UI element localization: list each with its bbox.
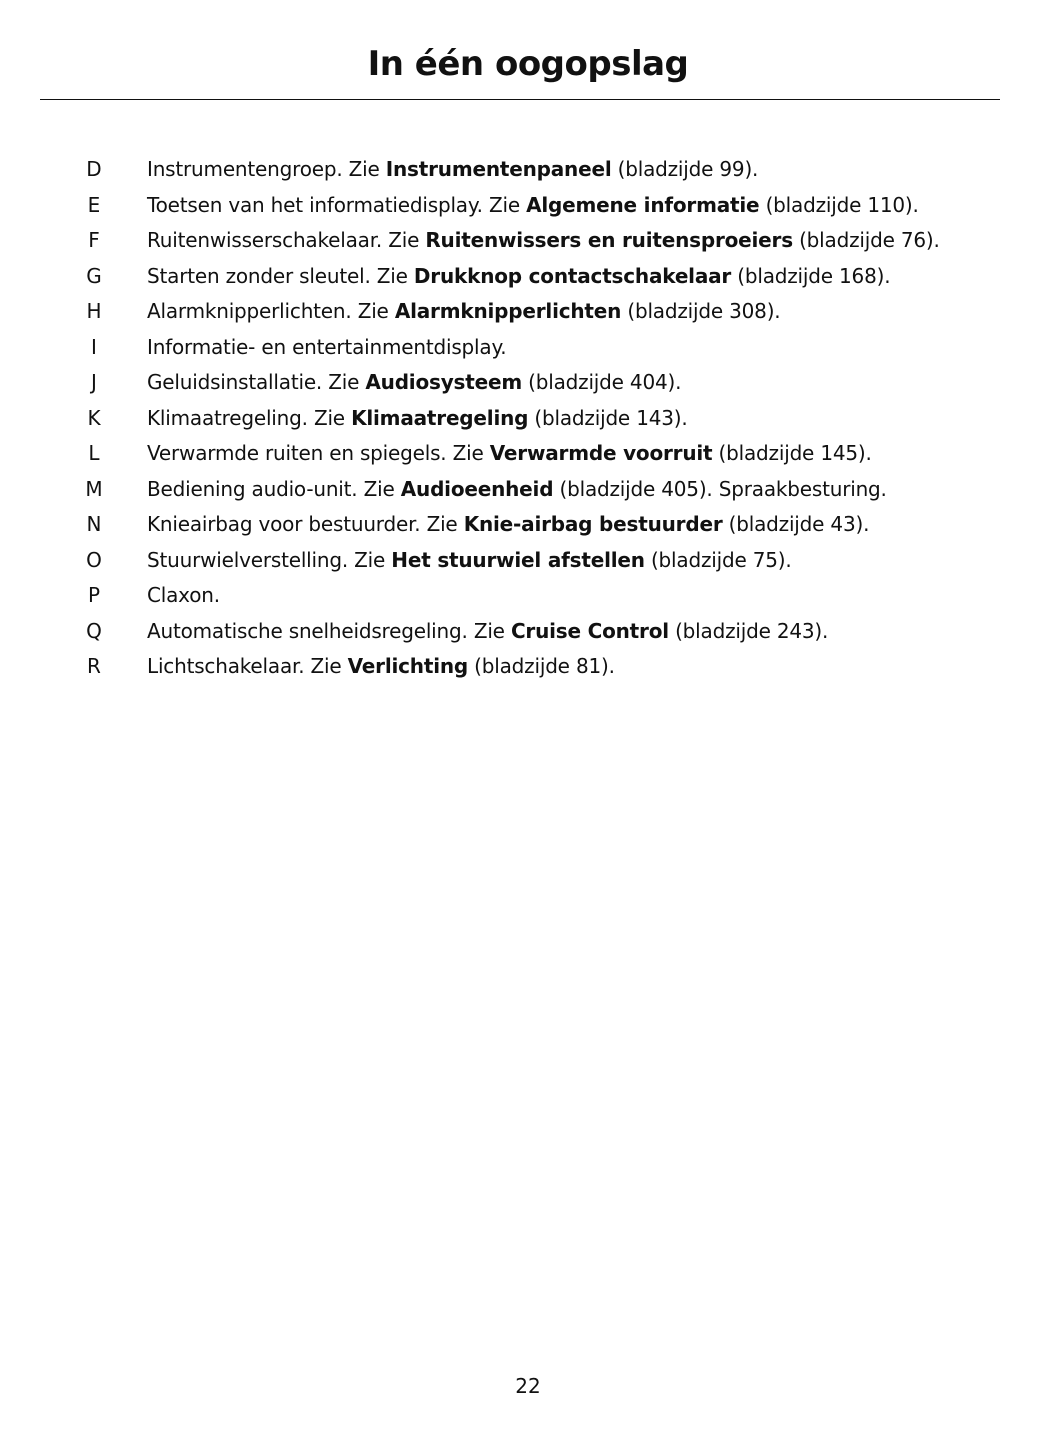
legend-description: Ruitenwisserschakelaar. Zie Ruitenwissers en ruitensproeiers (bladzijde 76).: [147, 228, 940, 252]
legend-item-p: [0, 582, 1056, 608]
legend-description: Lichtschakelaar. Zie Verlichting (bladzijde 81).: [147, 654, 615, 678]
cross-reference-link[interactable]: Alarmknipperlichten: [394, 299, 622, 323]
legend-item-q: [0, 618, 1056, 644]
legend-letter: N: [86, 512, 102, 536]
legend-item-r: [0, 653, 1056, 679]
legend-item-n: [0, 511, 1056, 537]
legend-letter: G: [86, 263, 102, 288]
legend-letter: I: [91, 334, 97, 359]
cross-reference-link[interactable]: Drukknop contactschakelaar: [413, 263, 732, 288]
legend-description: Starten zonder sleutel. Zie Drukknop contactschakelaar (bladzijde 168).: [147, 263, 891, 288]
legend-item-m: [0, 476, 1056, 502]
legend-item-k: [0, 405, 1056, 431]
page-title: In één oogopslag: [367, 44, 689, 84]
cross-reference-link[interactable]: Het stuurwiel afstellen: [391, 547, 645, 572]
legend-item-f: [0, 227, 1056, 253]
legend-letter: O: [86, 547, 102, 572]
cross-reference-link[interactable]: Audioeenheid: [400, 476, 554, 501]
cross-reference-link[interactable]: Knie-airbag bestuurder: [463, 512, 723, 536]
legend-item-o: [0, 547, 1056, 573]
legend-letter: P: [87, 583, 101, 607]
legend-description: Claxon.: [147, 583, 220, 607]
legend-letter: Q: [86, 618, 102, 643]
legend-letter: H: [86, 299, 102, 323]
legend-letter: E: [87, 192, 101, 217]
legend-description: Verwarmde ruiten en spiegels. Zie Verwarmde voorruit (bladzijde 145).: [147, 441, 872, 465]
legend-description: Stuurwielverstelling. Zie Het stuurwiel afstellen (bladzijde 75).: [147, 547, 792, 572]
legend-description: Automatische snelheidsregeling. Zie Cruise Control (bladzijde 243).: [147, 618, 829, 643]
legend-item-l: [0, 440, 1056, 466]
cross-reference-link[interactable]: Verlichting: [347, 654, 469, 678]
legend-description: Toetsen van het informatiedisplay. Zie Algemene informatie (bladzijde 110).: [147, 192, 919, 217]
legend-description: Knieairbag voor bestuurder. Zie Knie-airbag bestuurder (bladzijde 43).: [147, 512, 870, 536]
legend-description: Geluidsinstallatie. Zie Audiosysteem (bladzijde 404).: [147, 370, 682, 394]
cross-reference-link[interactable]: Klimaatregeling: [351, 405, 529, 430]
legend-letter: F: [88, 228, 100, 252]
page-number: 22: [515, 1374, 541, 1398]
legend-item-d: [0, 156, 1056, 182]
legend-letter: M: [85, 476, 103, 501]
legend-description: Alarmknipperlichten. Zie Alarmknipperlichten (bladzijde 308).: [147, 299, 781, 323]
legend-item-e: [0, 192, 1056, 218]
legend-letter: J: [91, 370, 97, 394]
legend-item-h: [0, 298, 1056, 324]
cross-reference-link[interactable]: Verwarmde voorruit: [489, 441, 713, 465]
legend-list: [0, 156, 1056, 689]
legend-letter: R: [87, 654, 101, 678]
legend-letter: D: [86, 157, 102, 181]
legend-description: Informatie- en entertainmentdisplay.: [147, 334, 507, 359]
legend-description: Bediening audio-unit. Zie Audioeenheid (bladzijde 405). Spraakbesturing.: [147, 476, 887, 501]
legend-description: Klimaatregeling. Zie Klimaatregeling (bladzijde 143).: [147, 405, 688, 430]
cross-reference-link[interactable]: Cruise Control: [510, 618, 669, 643]
legend-item-g: [0, 263, 1056, 289]
legend-item-i: [0, 334, 1056, 360]
legend-item-j: [0, 369, 1056, 395]
legend-letter: L: [88, 441, 100, 465]
cross-reference-link[interactable]: Algemene informatie: [526, 192, 760, 217]
cross-reference-link[interactable]: Instrumentenpaneel: [385, 157, 612, 181]
legend-letter: K: [87, 405, 101, 430]
header-divider: [40, 99, 1000, 100]
legend-description: Instrumentengroep. Zie Instrumentenpaneel (bladzijde 99).: [147, 157, 759, 181]
cross-reference-link[interactable]: Audiosysteem: [365, 370, 522, 394]
cross-reference-link[interactable]: Ruitenwissers en ruitensproeiers: [425, 228, 793, 252]
